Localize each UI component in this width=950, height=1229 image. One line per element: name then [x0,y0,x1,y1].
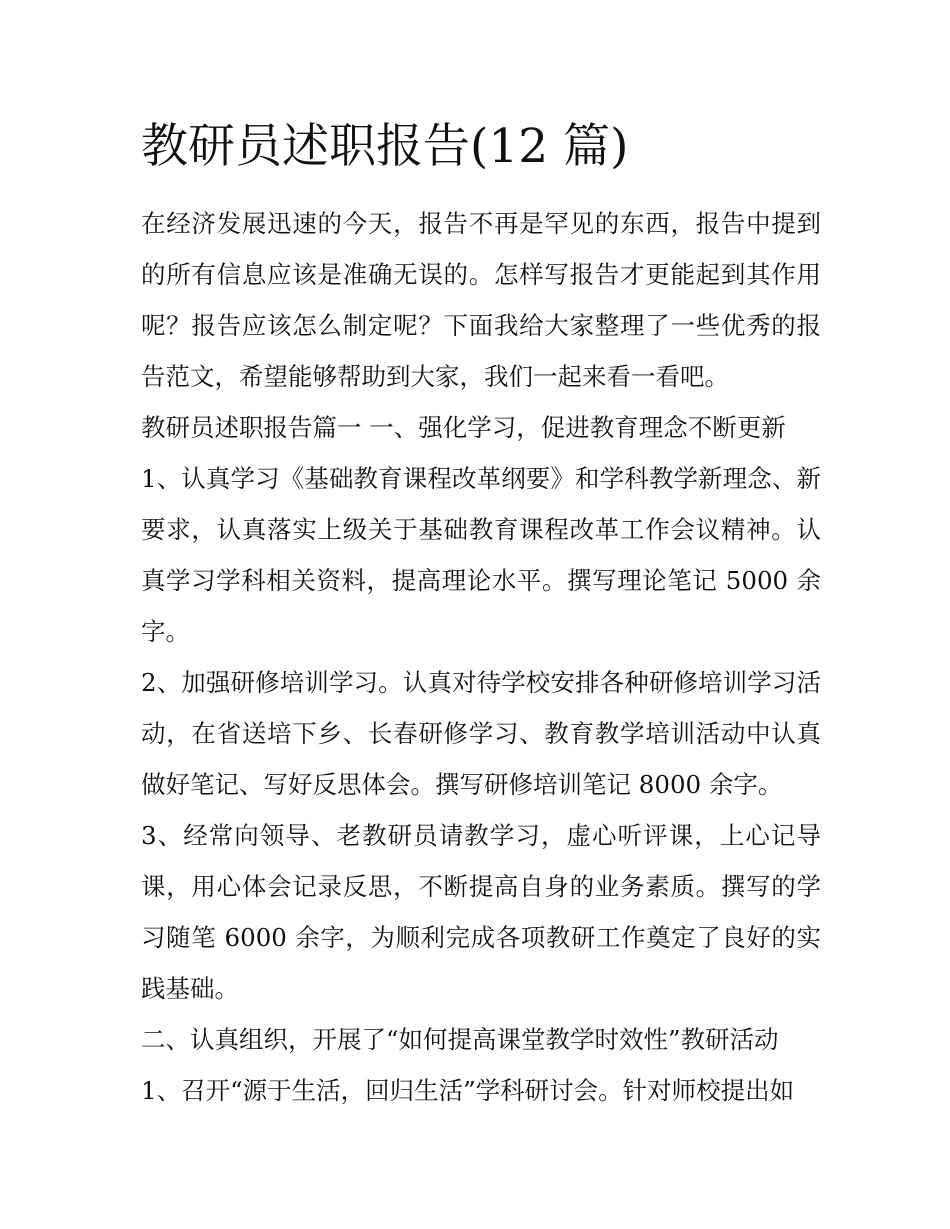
paragraph: 3、经常向领导、老教研员请教学习，虚心听评课，上心记导课，用心体会记录反思，不断提高自身的业务素质。撰写的学习随笔 6000 余字，为顺利完成各项教研工作奠定了良好的实践基础。 [141,821,821,1003]
paragraph: 1、召开“源于生活，回归生活”学科研讨会。针对师校提出如 [141,1076,795,1105]
paragraph: 在经济发展迅速的今天，报告不再是罕见的东西，报告中提到的所有信息应该是准确无误的。怎样写报告才更能起到其作用呢？报告应该怎么制定呢？下面我给大家整理了一些优秀的报告范文，希望能够帮助到大家，我们一起来看一看吧。 [141,209,821,391]
paragraph: 二、认真组织，开展了“如何提高课堂教学时效性”教研活动 [141,1025,779,1054]
paragraph: 1、认真学习《基础教育课程改革纲要》和学科教学新理念、新要求，认真落实上级关于基础教育课程改革工作会议精神。认真学习学科相关资料，提高理论水平。撰写理论笔记 5000 余字。 [141,464,821,646]
document-title: 教研员述职报告(12 篇) [141,119,629,174]
paragraph: 教研员述职报告篇一 一、强化学习，促进教育理念不断更新 [141,413,786,442]
document-body [141,198,821,1116]
paragraph: 2、加强研修培训学习。认真对待学校安排各种研修培训学习活动，在省送培下乡、长春研修学习、教育教学培训活动中认真做好笔记、写好反思体会。撰写研修培训笔记 8000 余字。 [141,668,821,799]
